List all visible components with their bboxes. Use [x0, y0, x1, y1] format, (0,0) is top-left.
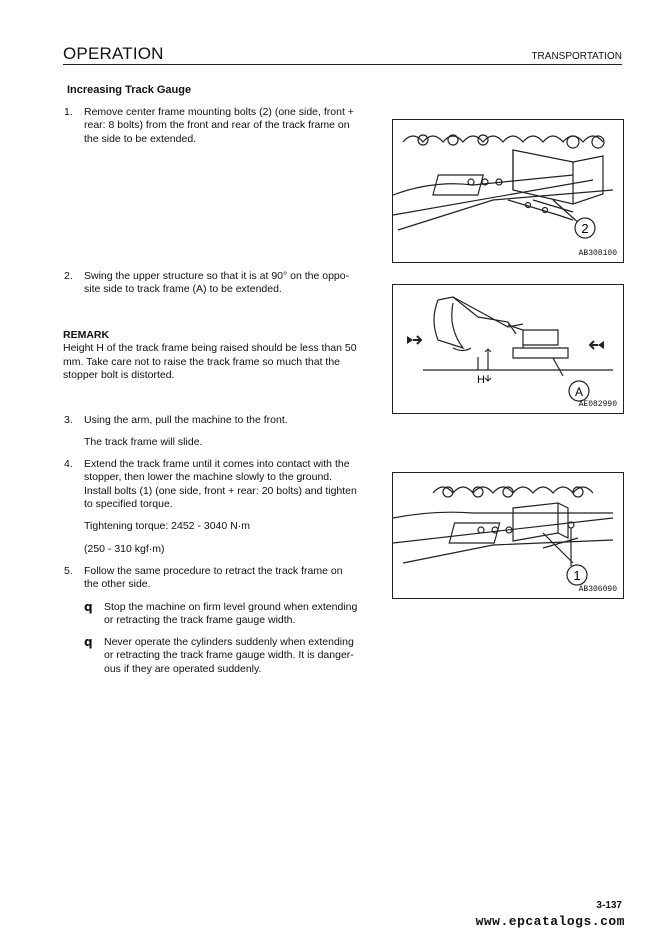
figure-install-bolts	[392, 472, 624, 599]
figure-swing-upper-structure	[392, 284, 624, 414]
step5-line: Follow the same procedure to retract the track frame on	[84, 565, 343, 577]
remark-line: stopper bolt is distorted.	[63, 369, 175, 381]
step1-line: Remove center frame mounting bolts (2) (one side, front +	[84, 106, 354, 118]
bullet-mark: q	[84, 635, 93, 649]
watermark-site: www.epcatalogs.com	[475, 914, 625, 929]
step2-line: site side to track frame (A) to be extended.	[84, 283, 282, 295]
height-label: H	[477, 374, 485, 386]
callout-label: 2	[581, 221, 589, 236]
bullet-line: Stop the machine on firm level ground when extending	[104, 601, 358, 613]
page-title: OPERATION	[63, 44, 164, 63]
step3-number: 3.	[64, 414, 73, 426]
step5-line: the other side.	[84, 578, 151, 590]
torque-value-alt: (250 - 310 kgf·m)	[84, 543, 165, 555]
step4-line: Install bolts (1) (one side, front + rear: 20 bolts) and tighten	[84, 485, 357, 497]
remark-line: mm. Take care not to raise the track frame so much that the	[63, 356, 341, 368]
callout-label: A	[574, 385, 584, 399]
remark-title: REMARK	[63, 329, 110, 341]
callout-label: 1	[573, 568, 581, 583]
step3-line: Using the arm, pull the machine to the front.	[84, 414, 288, 426]
bullet-mark: q	[84, 600, 93, 614]
figure-code: AB306090	[578, 585, 617, 594]
bullet-line: or retracting the track frame gauge width.	[104, 614, 296, 626]
subtitle: Increasing Track Gauge	[67, 84, 192, 96]
track-frame-illustration	[393, 473, 623, 598]
center-frame-illustration	[393, 120, 623, 262]
step1-line: rear: 8 bolts) from the front and rear of the track frame on	[84, 119, 350, 131]
bullet-line: ous if they are operated suddenly.	[104, 663, 262, 675]
figure-center-frame-bolts	[392, 119, 624, 263]
section-title: TRANSPORTATION	[531, 51, 622, 62]
step4-line: stopper, then lower the machine slowly to the ground.	[84, 471, 333, 483]
step1-number: 1.	[64, 106, 73, 118]
step2-line: Swing the upper structure so that it is at 90° on the oppo-	[84, 270, 350, 282]
header-rule	[63, 64, 622, 65]
step4-line: to specified torque.	[84, 498, 173, 510]
page-number: 3-137	[596, 900, 622, 911]
step3-note: The track frame will slide.	[84, 436, 203, 448]
bullet-line: or retracting the track frame gauge width. It is danger-	[104, 649, 354, 661]
step5-number: 5.	[64, 565, 73, 577]
torque-value: Tightening torque: 2452 - 3040 N·m	[84, 520, 250, 532]
figure-code: AB308100	[578, 249, 617, 258]
figure-code: AE082990	[578, 400, 617, 409]
remark-line: Height H of the track frame being raised should be less than 50	[63, 342, 357, 354]
bullet-line: Never operate the cylinders suddenly when extending	[104, 636, 354, 648]
step4-number: 4.	[64, 458, 73, 470]
step1-line: the side to be extended.	[84, 133, 197, 145]
excavator-illustration	[393, 285, 623, 413]
step2-number: 2.	[64, 270, 73, 282]
step4-line: Extend the track frame until it comes into contact with the	[84, 458, 350, 470]
